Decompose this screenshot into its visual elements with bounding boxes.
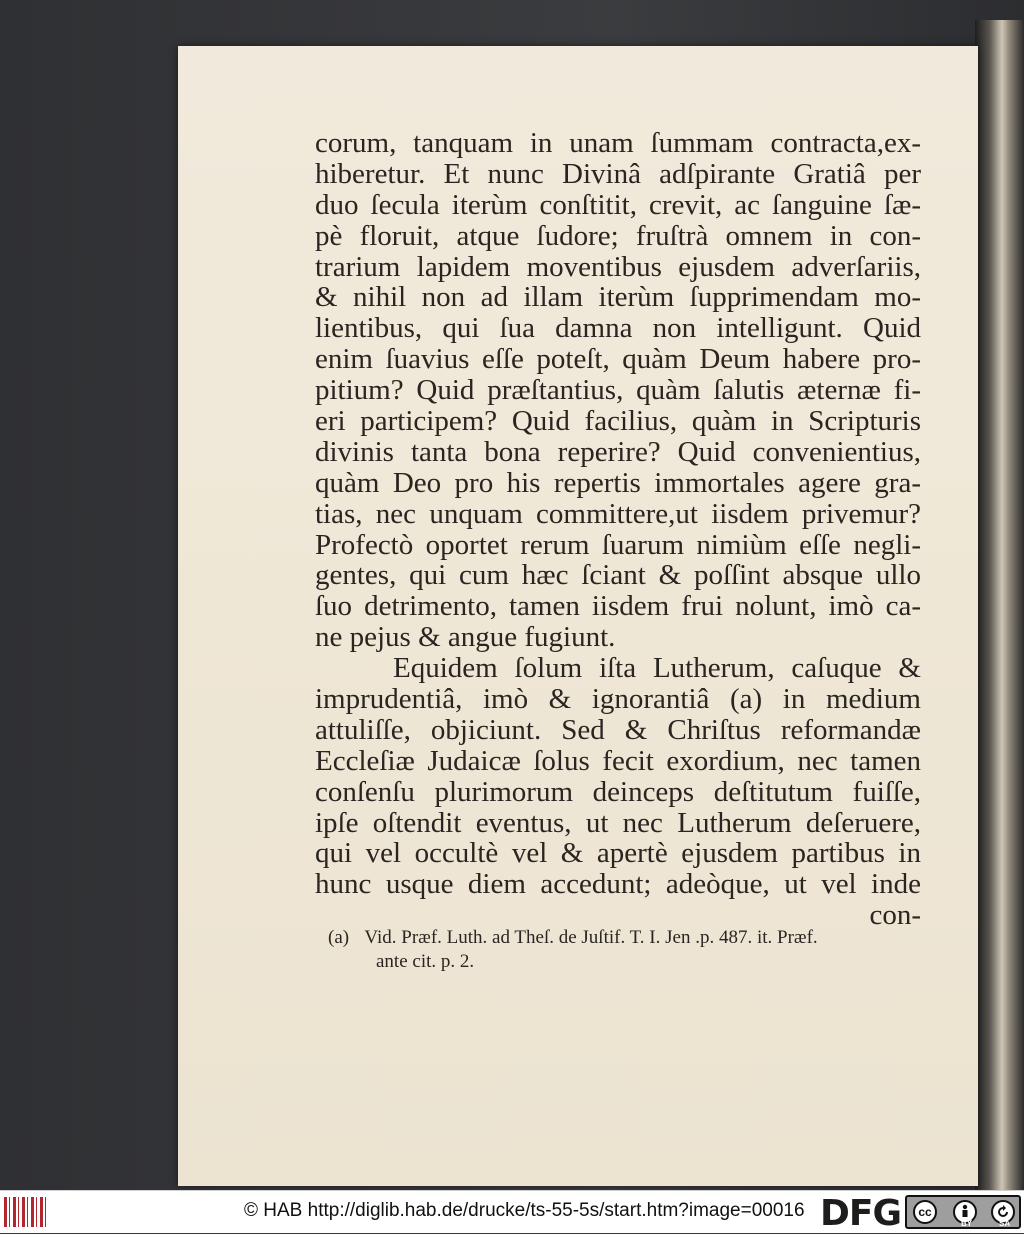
text-line: imprudentiâ, imò & ignorantiâ (a) in medium bbox=[315, 683, 921, 716]
paragraph-start-line: Equidem ſolum iſta Lutherum, caſuque & bbox=[393, 652, 921, 685]
text-line: & nihil non ad illam iterùm ſupprimendam mo- bbox=[315, 281, 921, 314]
text-line: hunc usque diem accedunt; adeòque, ut vel inde bbox=[315, 868, 921, 901]
text-line: conſenſu plurimorum deinceps deſtitutum fuiſſe, bbox=[315, 775, 921, 808]
text-line: attuliſſe, objiciunt. Sed & Chriſtus reformandæ bbox=[315, 713, 921, 746]
footnote-text: Vid. Præf. Luth. ad Theſ. de Juſtif. T. I. Jen .p. 487. it. Præf. bbox=[364, 927, 818, 948]
text-line: Profectò oportet rerum ſuarum nimiùm eſſe negli- bbox=[315, 528, 921, 561]
catchword: con- bbox=[869, 899, 921, 932]
cc-license-badge[interactable] bbox=[905, 1195, 1021, 1229]
text-line: tias, nec unquam committere,ut iisdem privemur? bbox=[315, 497, 921, 530]
book-page-edge bbox=[975, 20, 1024, 1190]
sa-label: SA bbox=[999, 1219, 1011, 1228]
viewer-footer bbox=[0, 1190, 1024, 1233]
text-line: ipſe oſtendit eventus, ut nec Lutherum deſeruere, bbox=[315, 806, 921, 839]
text-line: enim ſuavius eſſe poteſt, quàm Deum habere pro- bbox=[315, 343, 921, 376]
text-line: quàm Deo pro his repertis immortales agere gra- bbox=[315, 466, 921, 499]
body-text bbox=[315, 128, 921, 931]
hab-barcode-icon bbox=[4, 1197, 48, 1227]
footnote-line: ante cit. p. 2. bbox=[376, 951, 475, 972]
text-line: eri participem? Quid facilius, quàm in Scripturis bbox=[315, 405, 921, 438]
footnote-mark: (a) bbox=[328, 927, 350, 948]
footnote-line bbox=[328, 926, 928, 950]
text-line: lientibus, qui ſua damna non intelligunt. Quid bbox=[315, 312, 921, 345]
text-line: pitium? Quid præſtantius, quàm ſalutis æternæ fi- bbox=[315, 374, 921, 407]
text-line: ſuo detrimento, tamen iisdem frui nolunt, imò ca- bbox=[315, 590, 921, 623]
footnote bbox=[328, 926, 928, 974]
text-line: gentes, qui cum hæc ſciant & poſſint absque ullo bbox=[315, 559, 921, 592]
text-line: ne pejus & angue fugiunt. bbox=[315, 621, 616, 654]
text-line: divinis tanta bona reperire? Quid convenientius, bbox=[315, 435, 921, 468]
text-line: trarium lapidem moventibus ejusdem adverſariis, bbox=[315, 250, 921, 283]
dfg-logo: DFG bbox=[820, 1193, 902, 1234]
book-page bbox=[178, 46, 978, 1186]
text-line: corum, tanquam in unam ſummam contracta,ex- bbox=[315, 127, 921, 159]
text-line: qui vel occultè vel & apertè ejusdem partibus in bbox=[315, 837, 921, 870]
text-line: hiberetur. Et nunc Divinâ adſpirante Gratiâ per bbox=[315, 157, 921, 190]
source-credit: © HAB http://diglib.hab.de/drucke/ts-55-5s/start.htm?image=00016 bbox=[244, 1200, 805, 1221]
by-label: BY bbox=[961, 1219, 973, 1228]
cc-icon: cc bbox=[913, 1200, 937, 1224]
text-line: pè floruit, atque ſudore; fruſtrà omnem in con- bbox=[315, 219, 921, 252]
text-line: Eccleſiæ Judaicæ ſolus fecit exordium, nec tamen bbox=[315, 744, 921, 777]
text-line: duo ſecula iterùm conſtitit, crevit, ac ſanguine ſæ- bbox=[315, 188, 921, 221]
